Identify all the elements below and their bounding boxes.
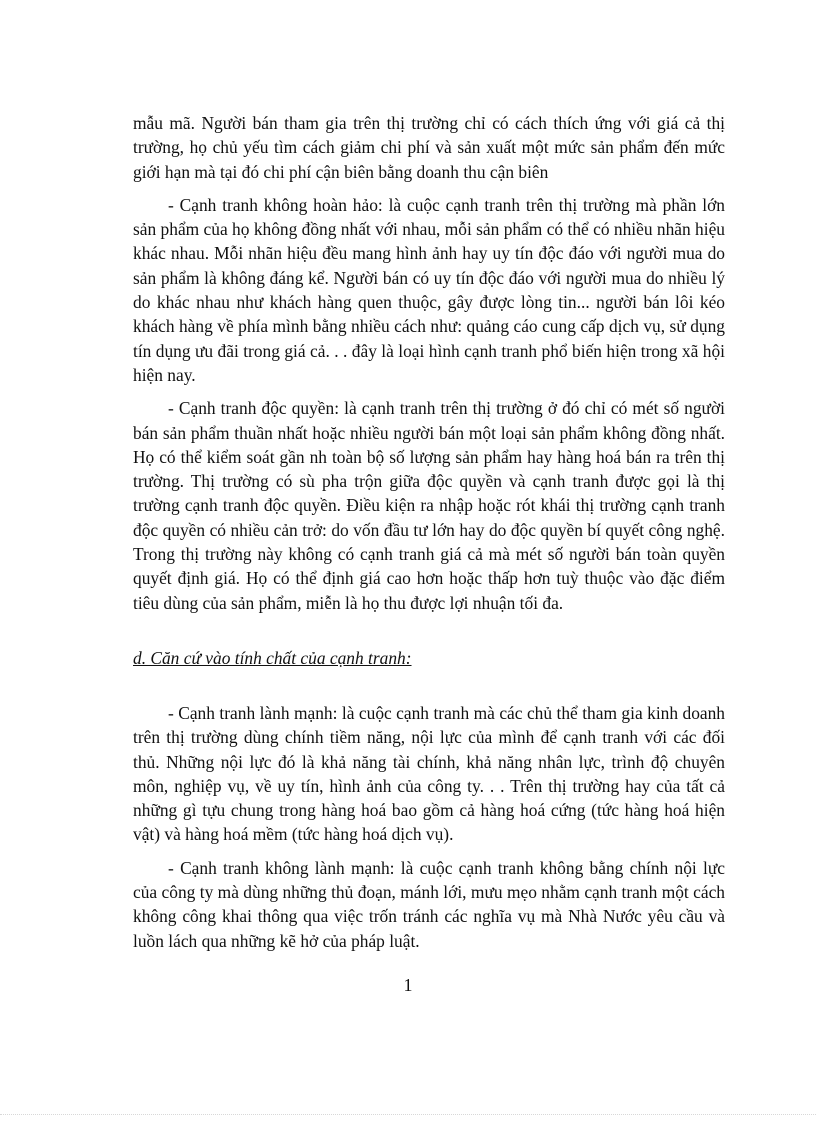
page-bottom-divider (0, 1114, 816, 1115)
paragraph-unfair-competition: - Cạnh tranh không lành mạnh: là cuộc cạnh tranh không bằng chính nội lực của công ty mà dùng những thủ đoạn, mánh lới, mưu mẹo nhằm cạnh tranh một cách không công khai thông qua việc trốn tránh các nghĩa vụ mà Nhà Nước yêu cầu và luồn lách qua những kẽ hở của pháp luật. (133, 857, 725, 951)
page-number: 1 (403, 975, 413, 995)
document-body (133, 111, 725, 953)
paragraph-continuation: mẫu mã. Người bán tham gia trên thị trường chỉ có cách thích ứng với giá cả thị trường, họ chủ yếu tìm cách giảm chi phí và sản xuất một mức sản phẩm đến mức giới hạn mà tại đó chi phí cận biên bằng doanh thu cận biên (133, 113, 725, 182)
paragraph-monopolistic-competition: - Cạnh tranh độc quyền: là cạnh tranh trên thị trường ở đó chỉ có mét số người bán sản phẩm thuần nhất hoặc nhiều người bán một loại sản phẩm không đồng nhất. Họ có thể kiểm soát gần nh toàn bộ số lượng sản phẩm hay hàng hoá bán ra trên thị trường. Thị trường có sù pha trộn giữa độc quyền và cạnh tranh được gọi là thị trường cạnh tranh độc quyền. Điều kiện ra nhập hoặc rót khái thị trường cạnh tranh độc quyền có nhiều cản trở: do vốn đầu tư lớn hay do độc quyền bí quyết công nghệ. Trong thị trường này không có cạnh tranh giá cả mà mét số người bán toàn quyền quyết định giá. Họ có thể định giá cao hơn hoặc thấp hơn tuỳ thuộc vào đặc điểm tiêu dùng của sản phẩm, miễn là họ thu được lợi nhuận tối đa. (133, 398, 725, 613)
paragraph-fair-competition: - Cạnh tranh lành mạnh: là cuộc cạnh tranh mà các chủ thể tham gia kinh doanh trên thị trường dùng chính tiềm năng, nội lực của mình để cạnh tranh với các đối thủ. Những nội lực đó là khả năng tài chính, khả năng nhân lực, trình độ chuyên môn, nghiệp vụ, về uy tín, hình ảnh của công ty. . . Trên thị trường hay của tất cả những gì tựu chung trong hàng hoá bao gồm cả hàng hoá cứng (tức hàng hoá hiện vật) và hàng hoá mềm (tức hàng hoá dịch vụ). (133, 702, 725, 845)
paragraph-imperfect-competition: - Cạnh tranh không hoàn hảo: là cuộc cạnh tranh trên thị trường mà phần lớn sản phẩm của họ không đồng nhất với nhau, mỗi sản phẩm có thể có nhiều nhãn hiệu khác nhau. Mỗi nhãn hiệu đều mang hình ảnh hay uy tín độc đáo với người mua do sản phẩm là không đáng kể. Người bán có uy tín độc đáo với người mua do nhiều lý do khác nhau như khách hàng quen thuộc, gây được lòng tin... người bán lôi kéo khách hàng về phía mình bằng nhiều cách như: quảng cáo cung cấp dịch vụ, sử dụng tín dụng ưu đãi trong giá cả. . . đây là loại hình cạnh tranh phổ biến hiện trong xã hội hiện nay. (133, 194, 725, 385)
section-heading: d. Căn cứ vào tính chất của cạnh tranh: (133, 647, 412, 668)
